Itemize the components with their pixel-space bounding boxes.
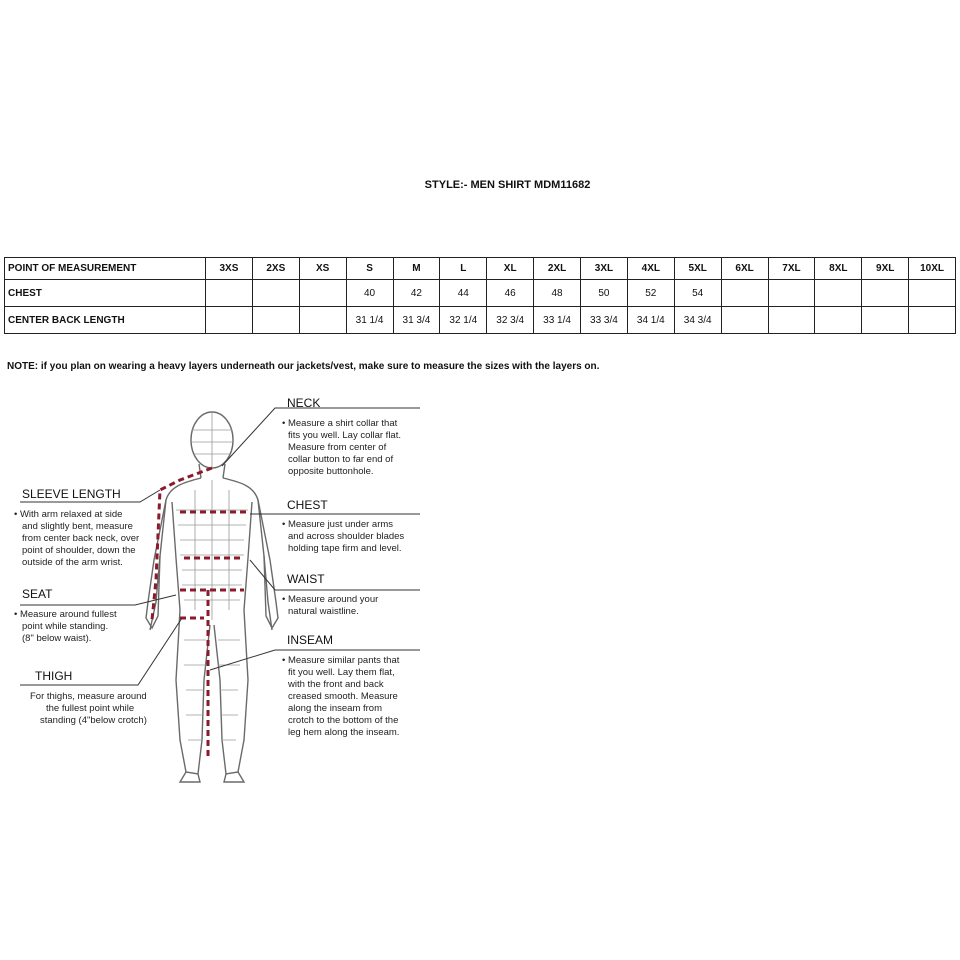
neck-text-line: fits you well. Lay collar flat.: [288, 430, 401, 441]
neck-text-line: opposite buttonhole.: [288, 466, 374, 477]
table-cell: [252, 280, 299, 307]
inseam-text-line: • Measure similar pants that: [282, 655, 400, 666]
table-row-center-back-length: [5, 307, 956, 334]
waist-text-line: natural waistline.: [288, 606, 359, 617]
header-size: 8XL: [815, 258, 862, 280]
header-size: 5XL: [674, 258, 721, 280]
header-size: 2XL: [534, 258, 581, 280]
style-title: STYLE:- MEN SHIRT MDM11682: [424, 179, 591, 191]
measurement-lines: [152, 468, 248, 760]
header-size: XL: [487, 258, 534, 280]
seat-text-line: • Measure around fullest: [14, 609, 117, 620]
table-cell: 48: [534, 280, 581, 307]
table-cell: 40: [346, 280, 393, 307]
sleeve-text-line: from center back neck, over: [22, 533, 140, 544]
chest-label: CHEST: [287, 498, 328, 512]
row-label-chest: CHEST: [5, 280, 206, 307]
inseam-description: [282, 655, 399, 739]
neck-text-line: Measure from center of: [288, 442, 387, 453]
mannequin-contours: [176, 412, 248, 740]
chest-text-line: holding tape firm and level.: [288, 543, 402, 554]
table-cell: 50: [581, 280, 628, 307]
thigh-text-line: For thighs, measure around: [30, 691, 147, 702]
thigh-text-line: standing (4"below crotch): [40, 715, 147, 726]
header-size: 10XL: [909, 258, 956, 280]
neck-description: [282, 418, 401, 478]
sleeve-length-label: SLEEVE LENGTH: [22, 487, 121, 501]
table-cell: [862, 307, 909, 334]
waist-description: [282, 594, 378, 618]
inseam-text-line: fit you well. Lay them flat,: [288, 667, 395, 678]
seat-text-line: point while standing.: [22, 621, 109, 632]
sleeve-text-line: point of shoulder, down the: [22, 545, 136, 556]
table-cell: 44: [440, 280, 487, 307]
header-size: 9XL: [862, 258, 909, 280]
table-cell: 33 3/4: [581, 307, 628, 334]
inseam-text-line: with the front and back: [288, 679, 384, 690]
chest-text-line: • Measure just under arms: [282, 519, 394, 530]
seat-description: [14, 609, 117, 645]
table-cell: [815, 280, 862, 307]
chest-text-line: and across shoulder blades: [288, 531, 405, 542]
table-cell: [909, 280, 956, 307]
table-cell: 33 1/4: [534, 307, 581, 334]
waist-text-line: • Measure around your: [282, 594, 379, 605]
header-size: L: [440, 258, 487, 280]
table-cell: 32 1/4: [440, 307, 487, 334]
neck-text-line: collar button to far end of: [288, 454, 394, 465]
table-cell: [768, 307, 815, 334]
chest-description: [282, 519, 404, 555]
neck-label: NECK: [287, 396, 321, 410]
size-chart-table: [4, 257, 956, 334]
header-size: 3XL: [581, 258, 628, 280]
inseam-text-line: creased smooth. Measure: [288, 691, 398, 702]
table-cell: 54: [674, 280, 721, 307]
table-cell: [206, 307, 253, 334]
table-cell: 31 1/4: [346, 307, 393, 334]
table-row-chest: [5, 280, 956, 307]
table-cell: 42: [393, 280, 440, 307]
table-cell: [768, 280, 815, 307]
table-cell: [299, 307, 346, 334]
table-cell: 46: [487, 280, 534, 307]
table-cell: [299, 280, 346, 307]
seat-label: SEAT: [22, 587, 53, 601]
waist-label: WAIST: [287, 572, 325, 586]
header-size: M: [393, 258, 440, 280]
header-point-of-measurement: POINT OF MEASUREMENT: [5, 258, 206, 280]
thigh-description: [30, 691, 147, 727]
table-cell: [206, 280, 253, 307]
header-size: 4XL: [627, 258, 674, 280]
header-size: 7XL: [768, 258, 815, 280]
thigh-text-line: the fullest point while: [46, 703, 135, 714]
header-size: 3XS: [206, 258, 253, 280]
table-cell: 31 3/4: [393, 307, 440, 334]
table-cell: [909, 307, 956, 334]
table-cell: [815, 307, 862, 334]
row-label-center-back-length: CENTER BACK LENGTH: [5, 307, 206, 334]
table-cell: 34 1/4: [627, 307, 674, 334]
seat-text-line: (8" below waist).: [22, 633, 92, 644]
header-size: S: [346, 258, 393, 280]
table-cell: [721, 280, 768, 307]
header-size: XS: [299, 258, 346, 280]
header-size: 6XL: [721, 258, 768, 280]
table-cell: 34 3/4: [674, 307, 721, 334]
table-header-row: [5, 258, 956, 280]
thigh-label: THIGH: [35, 669, 73, 683]
body-measurement-figure: [0, 380, 960, 800]
table-cell: 52: [627, 280, 674, 307]
table-cell: [252, 307, 299, 334]
inseam-text-line: along the inseam from: [288, 703, 382, 714]
table-cell: [862, 280, 909, 307]
inseam-label: INSEAM: [287, 633, 334, 647]
sleeve-text-line: outside of the arm wrist.: [22, 557, 123, 568]
inseam-text-line: crotch to the bottom of the: [288, 715, 399, 726]
sleeve-text-line: and slightly bent, measure: [22, 521, 133, 532]
inseam-text-line: leg hem along the inseam.: [288, 727, 400, 738]
header-size: 2XS: [252, 258, 299, 280]
sleeve-text-line: • With arm relaxed at side: [14, 509, 123, 520]
sleeve-length-description: [14, 509, 139, 569]
table-cell: [721, 307, 768, 334]
layering-note: NOTE: if you plan on wearing a heavy layers underneath our jackets/vest, make sure to measure the sizes with the layers on.: [7, 361, 600, 372]
table-cell: 32 3/4: [487, 307, 534, 334]
neck-text-line: • Measure a shirt collar that: [282, 418, 398, 429]
